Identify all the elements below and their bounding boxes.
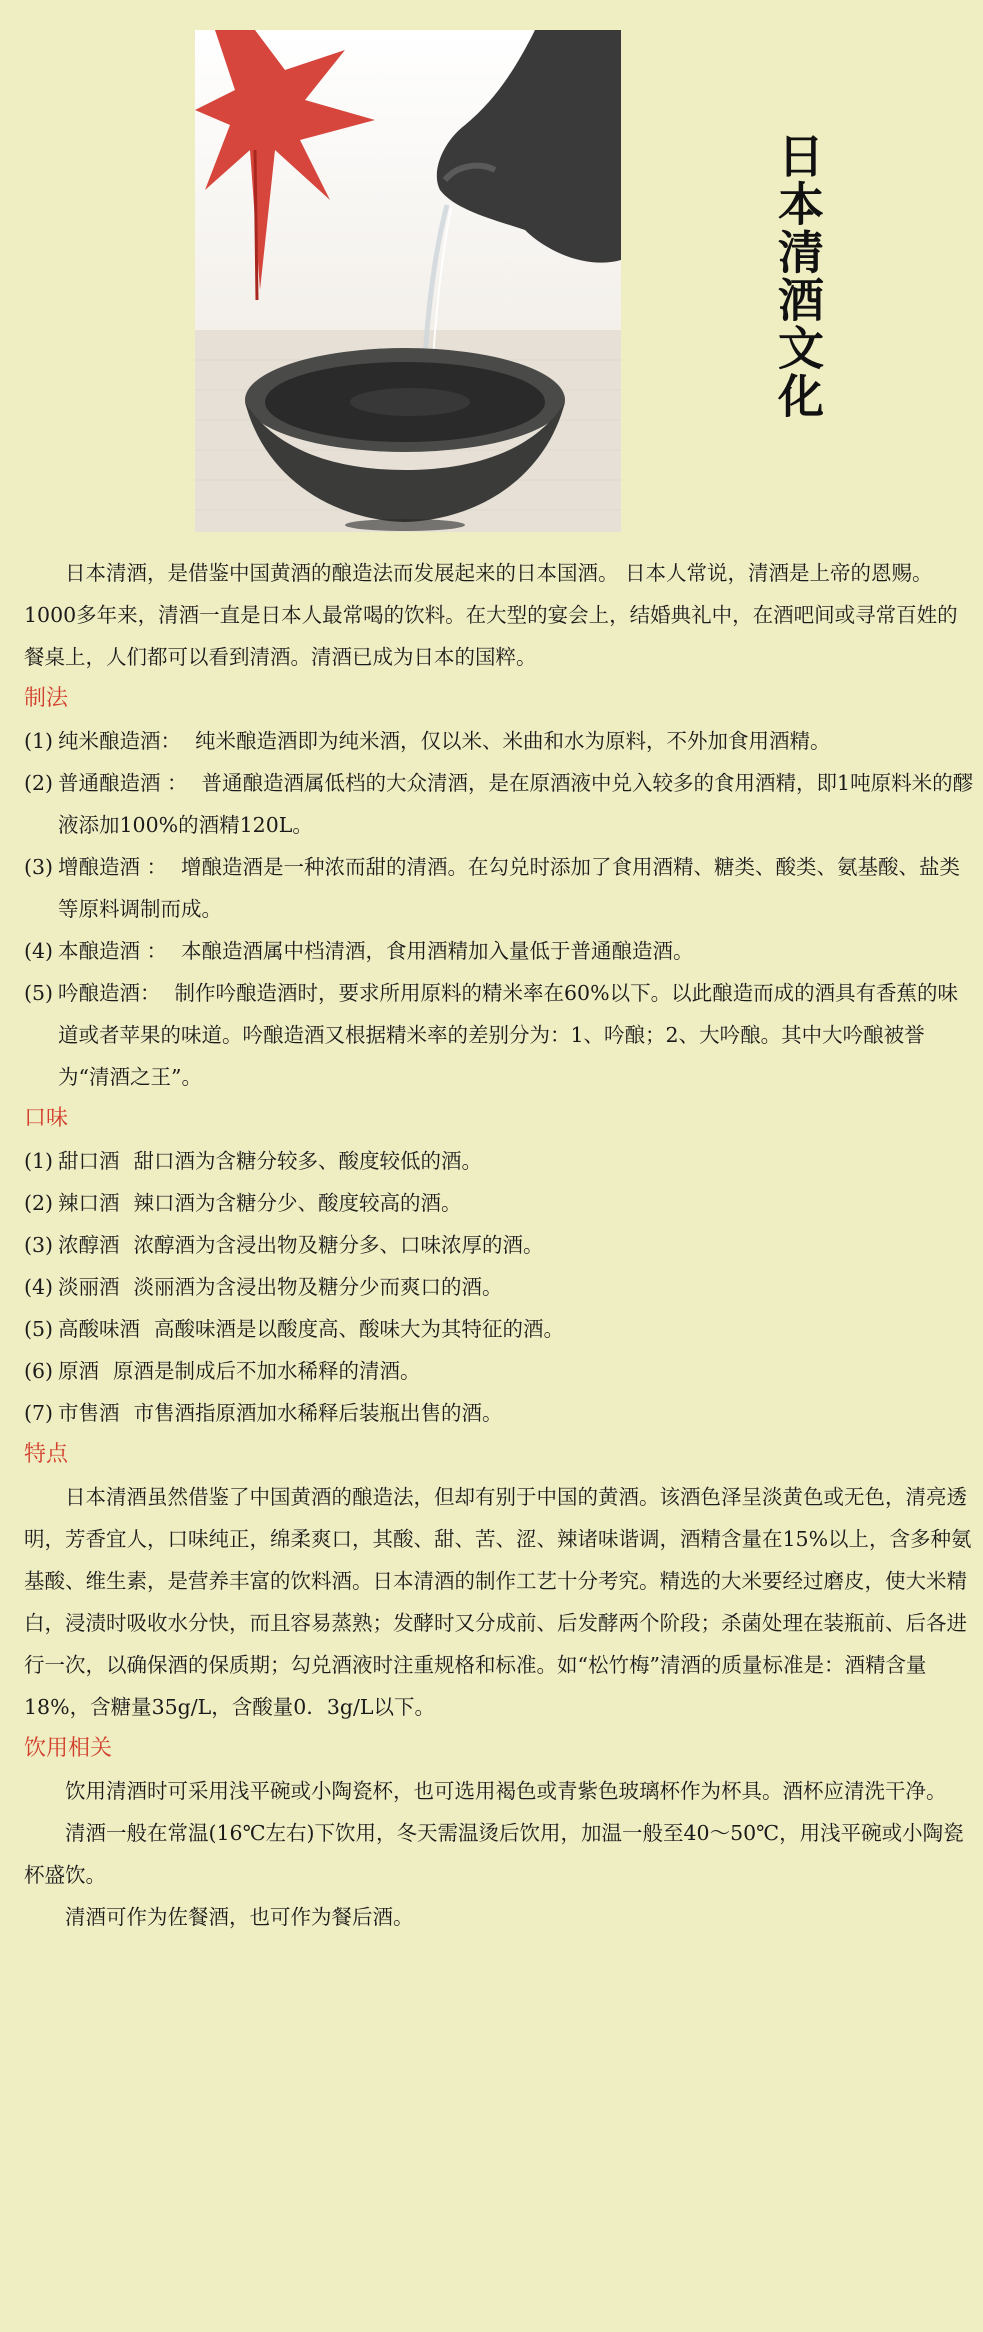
intro-paragraph: 日本清酒，是借鉴中国黄酒的酿造法而发展起来的日本国酒。 日本人常说，清酒是上帝的恩赐。1000多年来，清酒一直是日本人最常喝的饮料。在大型的宴会上，结婚典礼中，在酒吧间或寻常百姓的餐桌上，人们都可以看到清酒。清酒已成为日本的国粹。: [24, 561, 958, 669]
features-paragraph: 日本清酒虽然借鉴了中国黄酒的酿造法，但却有别于中国的黄酒。该酒色泽呈淡黄色或无色，清亮透明，芳香宜人，口味纯正，绵柔爽口，其酸、甜、苦、涩、辣诸味谐调，酒精含量在15%以上，含多种氨基酸、维生素，是营养丰富的饮料酒。日本清酒的制作工艺十分考究。精选的大米要经过磨皮，使大米精白，浸渍时吸收水分快，而且容易蒸熟；发酵时又分成前、后发酵两个阶段；杀菌处理在装瓶前、后各进行一次，以确保酒的保质期；勾兑酒液时注重规格和标准。如“松竹梅”清酒的质量标准是：酒精含量18%，含糖量35g/L，含酸量0．3g/L以下。: [24, 1485, 972, 1719]
list-item: (3) 增酿造酒 ： 增酿造酒是一种浓而甜的清酒。在勾兑时添加了食用酒精、糖类、酸类、氨基酸、盐类等原料调制而成。: [24, 855, 961, 921]
section-heading-taste: 口味: [24, 1106, 69, 1131]
list-item: (3) 浓醇酒 浓醇酒为含浸出物及糖分多、口味浓厚的酒。: [24, 1233, 544, 1257]
section-heading-making: 制法: [24, 686, 69, 711]
taste-list: [24, 1140, 974, 1434]
sake-bottle-icon: [437, 30, 621, 263]
list-item: (4) 淡丽酒 淡丽酒为含浸出物及糖分少而爽口的酒。: [24, 1275, 503, 1299]
list-item: (5) 高酸味酒 高酸味酒是以酸度高、酸味大为其特征的酒。: [24, 1317, 564, 1341]
maple-leaf-icon: [195, 30, 375, 300]
section-heading-drinking: 饮用相关: [24, 1736, 113, 1761]
page-title: 日本清酒文化: [771, 132, 825, 420]
list-item: (5) 吟酿造酒： 制作吟酿造酒时，要求所用原料的精米率在60%以下。以此酿造而成的酒具有香蕉的味道或者苹果的味道。吟酿造酒又根据精米率的差别分为：1、吟酿；2、大吟酿。其中大吟酿被誉为“清酒之王”。: [24, 981, 959, 1089]
list-item: (6) 原酒 原酒是制成后不加水稀释的清酒。: [24, 1359, 421, 1383]
list-item: (1) 甜口酒 甜口酒为含糖分较多、酸度较低的酒。: [24, 1149, 482, 1173]
drinking-paragraph: 清酒一般在常温(16℃左右)下饮用，冬天需温烫后饮用，加温一般至40～50℃，用浅平碗或小陶瓷杯盛饮。: [24, 1821, 964, 1887]
drinking-paragraph: 饮用清酒时可采用浅平碗或小陶瓷杯，也可选用褐色或青紫色玻璃杯作为杯具。酒杯应清洗干净。: [65, 1779, 947, 1803]
list-item: (2) 普通酿造酒 ： 普通酿造酒属低档的大众清酒，是在原酒液中兑入较多的食用酒精，即1吨原料米的醪液添加100%的酒精120L。: [24, 771, 974, 837]
list-item: (4) 本酿造酒 ： 本酿造酒属中档清酒，食用酒精加入量低于普通酿造酒。: [24, 939, 694, 963]
article-body: [24, 552, 974, 1938]
drinking-paragraph: 清酒可作为佐餐酒，也可作为餐后酒。: [65, 1905, 414, 1929]
list-item: (1) 纯米酿造酒： 纯米酿造酒即为纯米酒，仅以米、米曲和水为原料，不外加食用酒精。: [24, 729, 831, 753]
list-item: (2) 辣口酒 辣口酒为含糖分少、酸度较高的酒。: [24, 1191, 462, 1215]
section-heading-features: 特点: [24, 1442, 69, 1467]
list-item: (7) 市售酒 市售酒指原酒加水稀释后装瓶出售的酒。: [24, 1401, 503, 1425]
making-list: [24, 720, 974, 1098]
sake-pour-illustration: [195, 30, 621, 532]
sake-pour-image: [195, 30, 621, 532]
